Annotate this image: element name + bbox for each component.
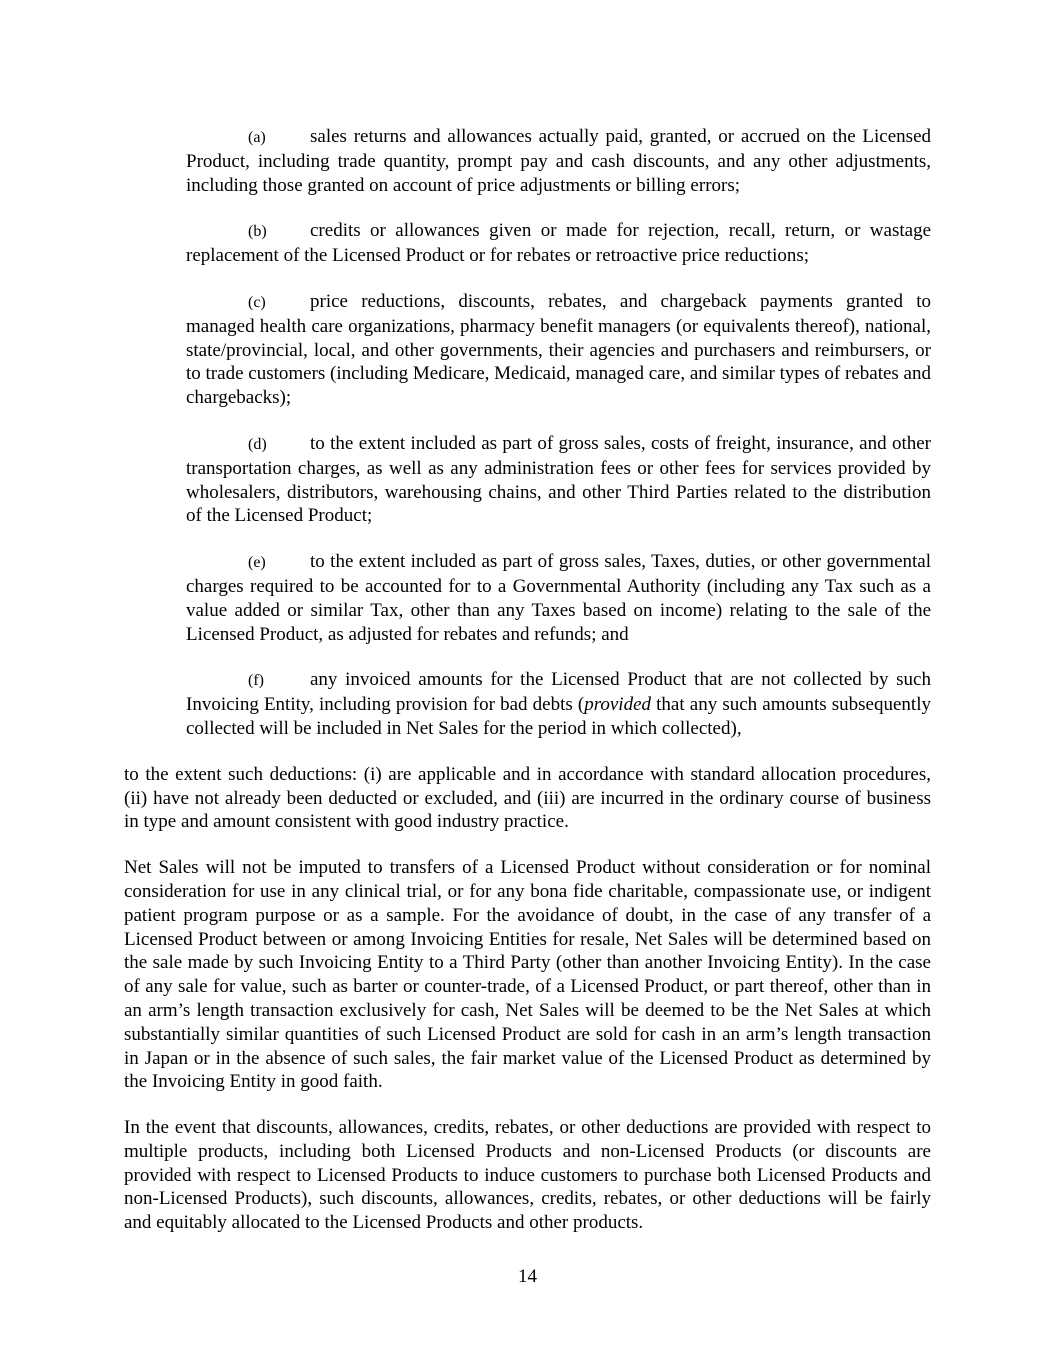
item-text-after: that any such amounts subsequently collected will be included in Net Sales for the period in which collected), [186, 694, 931, 739]
item-label: (e) [248, 554, 266, 572]
list-item-f [186, 668, 931, 740]
imputed-sales-paragraph: Net Sales will not be imputed to transfers of a Licensed Product without consideration or for nominal consideration for use in any clinical trial, or for any bona fide charitable, compassionate use, or indigent patient program purpose or as a sample. For the avoidance of doubt, in the case of any transfer of a Licensed Product between or among Invoicing Entities for resale, Net Sales will be determined based on the sale made by such Invoicing Entity to a Third Party (other than another Invoicing Entity). In the case of any sale for value, such as barter or counter-trade, of a Licensed Product, or part thereof, other than in an arm’s length transaction exclusively for cash, Net Sales will be deemed to be the Net Sales at which substantially similar quantities of such Licensed Product are sold for cash in an arm’s length transaction in Japan or in the absence of such sales, the fair market value of the Licensed Product as determined by the Invoicing Entity in good faith. [124, 857, 931, 1093]
deductions-paragraph: to the extent such deductions: (i) are applicable and in accordance with standard allocation procedures, (ii) have not already been deducted or excluded, and (iii) are incurred in the ordinary course of business in type and amount consistent with good industry practice. [124, 763, 931, 833]
item-label: (d) [248, 435, 267, 453]
item-label: (c) [248, 293, 266, 311]
page-number: 14 [518, 1266, 537, 1287]
item-text-before: any invoiced amounts for the Licensed Product that are not collected by such Invoicing Entity, including provision for bad debts ( [186, 669, 931, 716]
list-item-c [186, 290, 931, 410]
list-item-a [186, 125, 931, 197]
item-label: (f) [248, 672, 264, 690]
document-body [124, 125, 931, 1257]
list-item-d [186, 432, 931, 528]
item-label: (a) [248, 129, 266, 146]
item-text: price reductions, discounts, rebates, and chargeback payments granted to managed health care organizations, pharmacy benefit managers (or equivalents thereof), national, state/provincial, local, and other governments, their agencies and purchasers and reimbursers, or to trade customers (including Medicare, Medicaid, managed care, and similar types of rebates and chargebacks); [186, 290, 931, 409]
item-text: to the extent included as part of gross sales, costs of freight, insurance, and other transportation charges, as well as any administration fees or other fees for services provided by wholesalers, distributors, warehousing chains, and other Third Parties related to the distribution of the Licensed Product; [186, 432, 931, 527]
item-label: (b) [248, 223, 267, 241]
item-text-italic: provided [584, 694, 652, 716]
allocation-paragraph: In the event that discounts, allowances, credits, rebates, or other deductions are provided with respect to multiple products, including both Licensed Products and non-Licensed Products (or discounts are provided with respect to Licensed Products to induce customers to purchase both Licensed Products and non-Licensed Products), such discounts, allowances, credits, rebates, or other deductions will be fairly and equitably allocated to the Licensed Products and other products. [124, 1117, 931, 1234]
item-text: credits or allowances given or made for rejection, recall, return, or wastage replacement of the Licensed Product or for rebates or retroactive price reductions; [186, 220, 931, 267]
list-item-b [186, 219, 931, 268]
list-item-e [186, 550, 931, 646]
item-text: sales returns and allowances actually paid, granted, or accrued on the Licensed Product, including trade quantity, prompt pay and cash discounts, and any other adjustments, including those granted on account of price adjustments or billing errors; [186, 126, 931, 196]
item-text: to the extent included as part of gross sales, Taxes, duties, or other governmental charges required to be accounted for to a Governmental Authority (including any Tax such as a value added or similar Tax, other than any Taxes based on income) relating to the sale of the Licensed Product, as adjusted for rebates and refunds; and [186, 551, 931, 645]
